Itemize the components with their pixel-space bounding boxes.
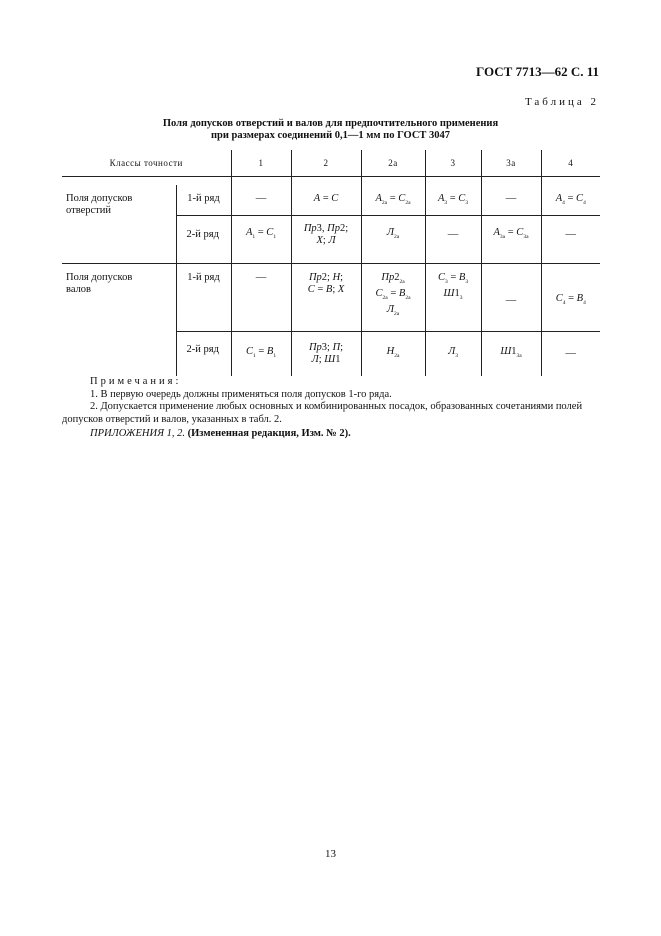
table-title — [0, 118, 661, 142]
column-header: 3а — [481, 150, 541, 177]
note-item: 1. В первую очередь должны применяться поля допусков 1-го ряда. — [90, 388, 392, 400]
table-row — [62, 264, 600, 332]
table-cell: $A_1 = C_1$ — [231, 215, 291, 255]
column-header: 2а — [361, 150, 425, 177]
table-header-row — [62, 150, 600, 177]
table-cell: $A_{3a} = C_{3a}$ — [481, 215, 541, 255]
group-label-shafts: Поля допусков валов — [62, 264, 176, 376]
table-cell: $C_4 = B_4$ — [541, 264, 600, 332]
tolerance-fields-table — [62, 150, 600, 376]
column-header: 4 — [541, 150, 600, 177]
table-cell: — — [481, 185, 541, 215]
appendix-note — [62, 428, 600, 441]
table-cell: $C_1 = B_1$ — [231, 332, 291, 376]
group-label-holes: Поля допусков отверстий — [66, 193, 133, 216]
table-cell: A = C — [291, 185, 361, 215]
table-cell: $Л_{2a}$ — [361, 215, 425, 255]
note-item: 2. Допускается применение любых основных и комбинированных посадок, образованных сочетаниями полей допусков отверстий и валов, указанных в табл. 2. — [62, 401, 583, 425]
table-cell: — — [231, 264, 291, 332]
notes-heading: Примечания: — [90, 376, 182, 387]
column-header: 3 — [425, 150, 481, 177]
table-row — [62, 185, 600, 215]
table-caption: Таблица 2 — [524, 96, 599, 108]
table-cell: — — [481, 264, 541, 332]
document-reference: ГОСТ 7713—62 С. 11 — [476, 64, 599, 79]
page-number: 13 — [325, 848, 336, 860]
table-title-line-1: Поля допусков отверстий и валов для предпочтительного применения — [162, 118, 499, 129]
table-cell: — — [541, 332, 600, 376]
row-label: 2-й ряд — [176, 215, 231, 255]
table-cell: — — [425, 215, 481, 255]
table-cell: Пр3; П; Л; Ш1 — [291, 332, 361, 376]
table-cell: $Л_3$ — [425, 332, 481, 376]
table-cell: Пр2; Н; С = В; Х — [291, 264, 361, 332]
table-cell: — — [541, 215, 600, 255]
appendix-label: ПРИЛОЖЕНИЯ 1, 2. — [90, 428, 185, 439]
column-header: 2 — [291, 150, 361, 177]
notes-section — [62, 376, 600, 441]
table-cell: $Н_{2a}$ — [361, 332, 425, 376]
table-cell: — — [231, 185, 291, 215]
table-cell: $C_3 = B_3$ $Ш1_3$ — [425, 264, 481, 332]
column-header: 1 — [231, 150, 291, 177]
column-header-classes: Классы точности — [62, 150, 231, 177]
row-label: 1-й ряд — [176, 264, 231, 332]
table-cell: $A_3 = C_3$ — [425, 185, 481, 215]
table-cell: $Ш1_{3a}$ — [481, 332, 541, 376]
row-label: 1-й ряд — [176, 185, 231, 215]
table-cell: Пр3, Пр2; X; Л — [291, 215, 361, 255]
change-note: (Измененная редакция, Изм. № 2). — [187, 428, 351, 439]
row-label: 2-й ряд — [176, 332, 231, 376]
table-cell: $A_{2a} = C_{2a}$ — [361, 185, 425, 215]
table-cell: $A_4 = C_4$ — [541, 185, 600, 215]
table-cell: $Пр2_{2a}$ $C_{2a} = B_{2a}$ $Л_{2a}$ — [361, 264, 425, 332]
table-title-line-2: при размерах соединений 0,1—1 мм по ГОСТ 3047 — [210, 130, 451, 141]
